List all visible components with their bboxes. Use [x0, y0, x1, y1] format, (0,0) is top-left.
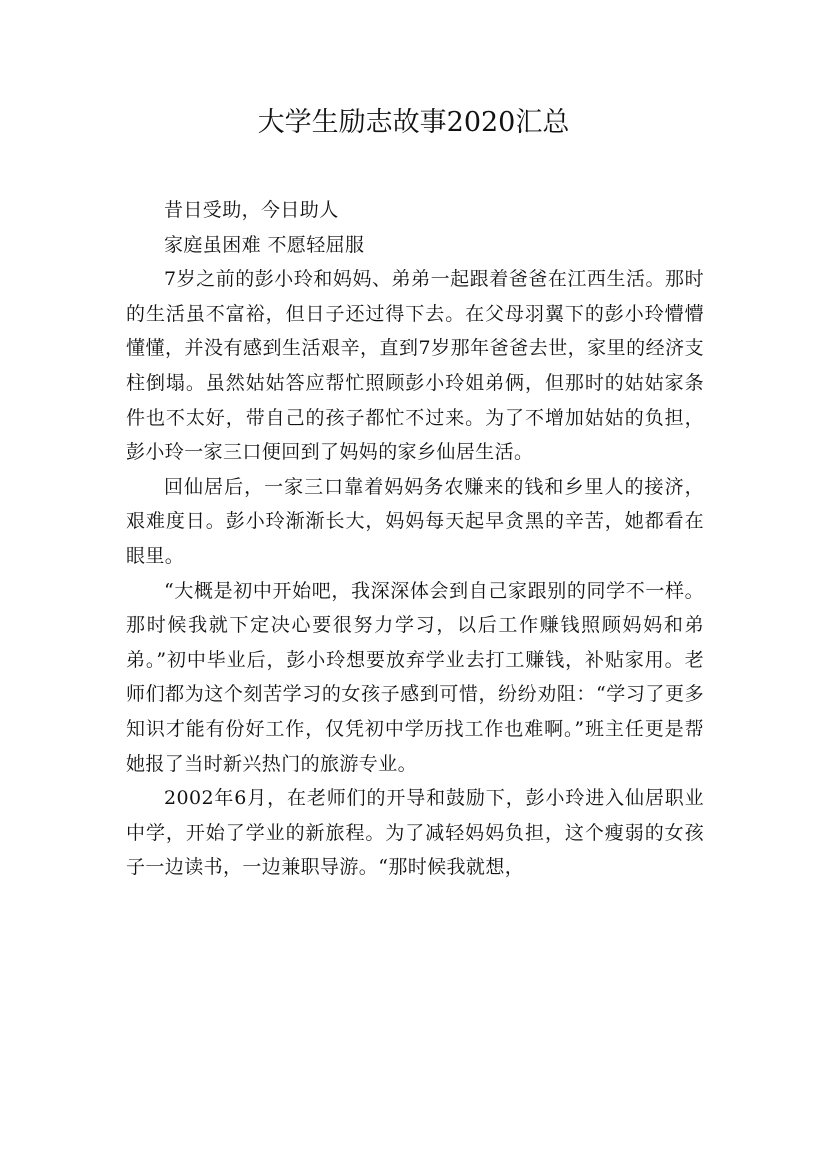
heading-line-2: 家庭虽困难 不愿轻屈服: [164, 233, 365, 256]
paragraph: 2002年6月，在老师们的开导和鼓励下，彭小玲进入仙居职业中学，开始了学业的新旅程。为了减轻妈妈负担，这个瘦弱的女孩子一边读书，一边兼职导游。“那时候我就想，: [126, 787, 704, 879]
paragraph: 回仙居后，一家三口靠着妈妈务农赚来的钱和乡里人的接济，艰难度日。彭小玲渐渐长大，妈妈每天起早贪黑的辛苦，她都看在眼里。: [126, 475, 704, 567]
document-title: 大学生励志故事2020汇总: [257, 107, 570, 138]
paragraph: “大概是初中开始吧，我深深体会到自己家跟别的同学不一样。那时候我就下定决心要很努力学习，以后工作赚钱照顾妈妈和弟弟。”初中毕业后，彭小玲想要放弃学业去打工赚钱，补贴家用。老师们都为这个刻苦学习的女孩子感到可惜，纷纷劝阻：“学习了更多知识才能有份好工作，仅凭初中学历找工作也难啊。”班主任更是帮她报了当时新兴热门的旅游专业。: [126, 579, 704, 775]
document-body: [126, 193, 704, 885]
paragraph: 7岁之前的彭小玲和妈妈、弟弟一起跟着爸爸在江西生活。那时的生活虽不富裕，但日子还过得下去。在父母羽翼下的彭小玲懵懵懂懂，并没有感到生活艰辛，直到7岁那年爸爸去世，家里的经济支柱倒塌。虽然姑姑答应帮忙照顾彭小玲姐弟俩，但那时的姑姑家条件也不太好，带自己的孩子都忙不过来。为了不增加姑姑的负担，彭小玲一家三口便回到了妈妈的家乡仙居生活。: [126, 268, 704, 464]
heading-line-1: 昔日受助，今日助人: [164, 199, 339, 221]
